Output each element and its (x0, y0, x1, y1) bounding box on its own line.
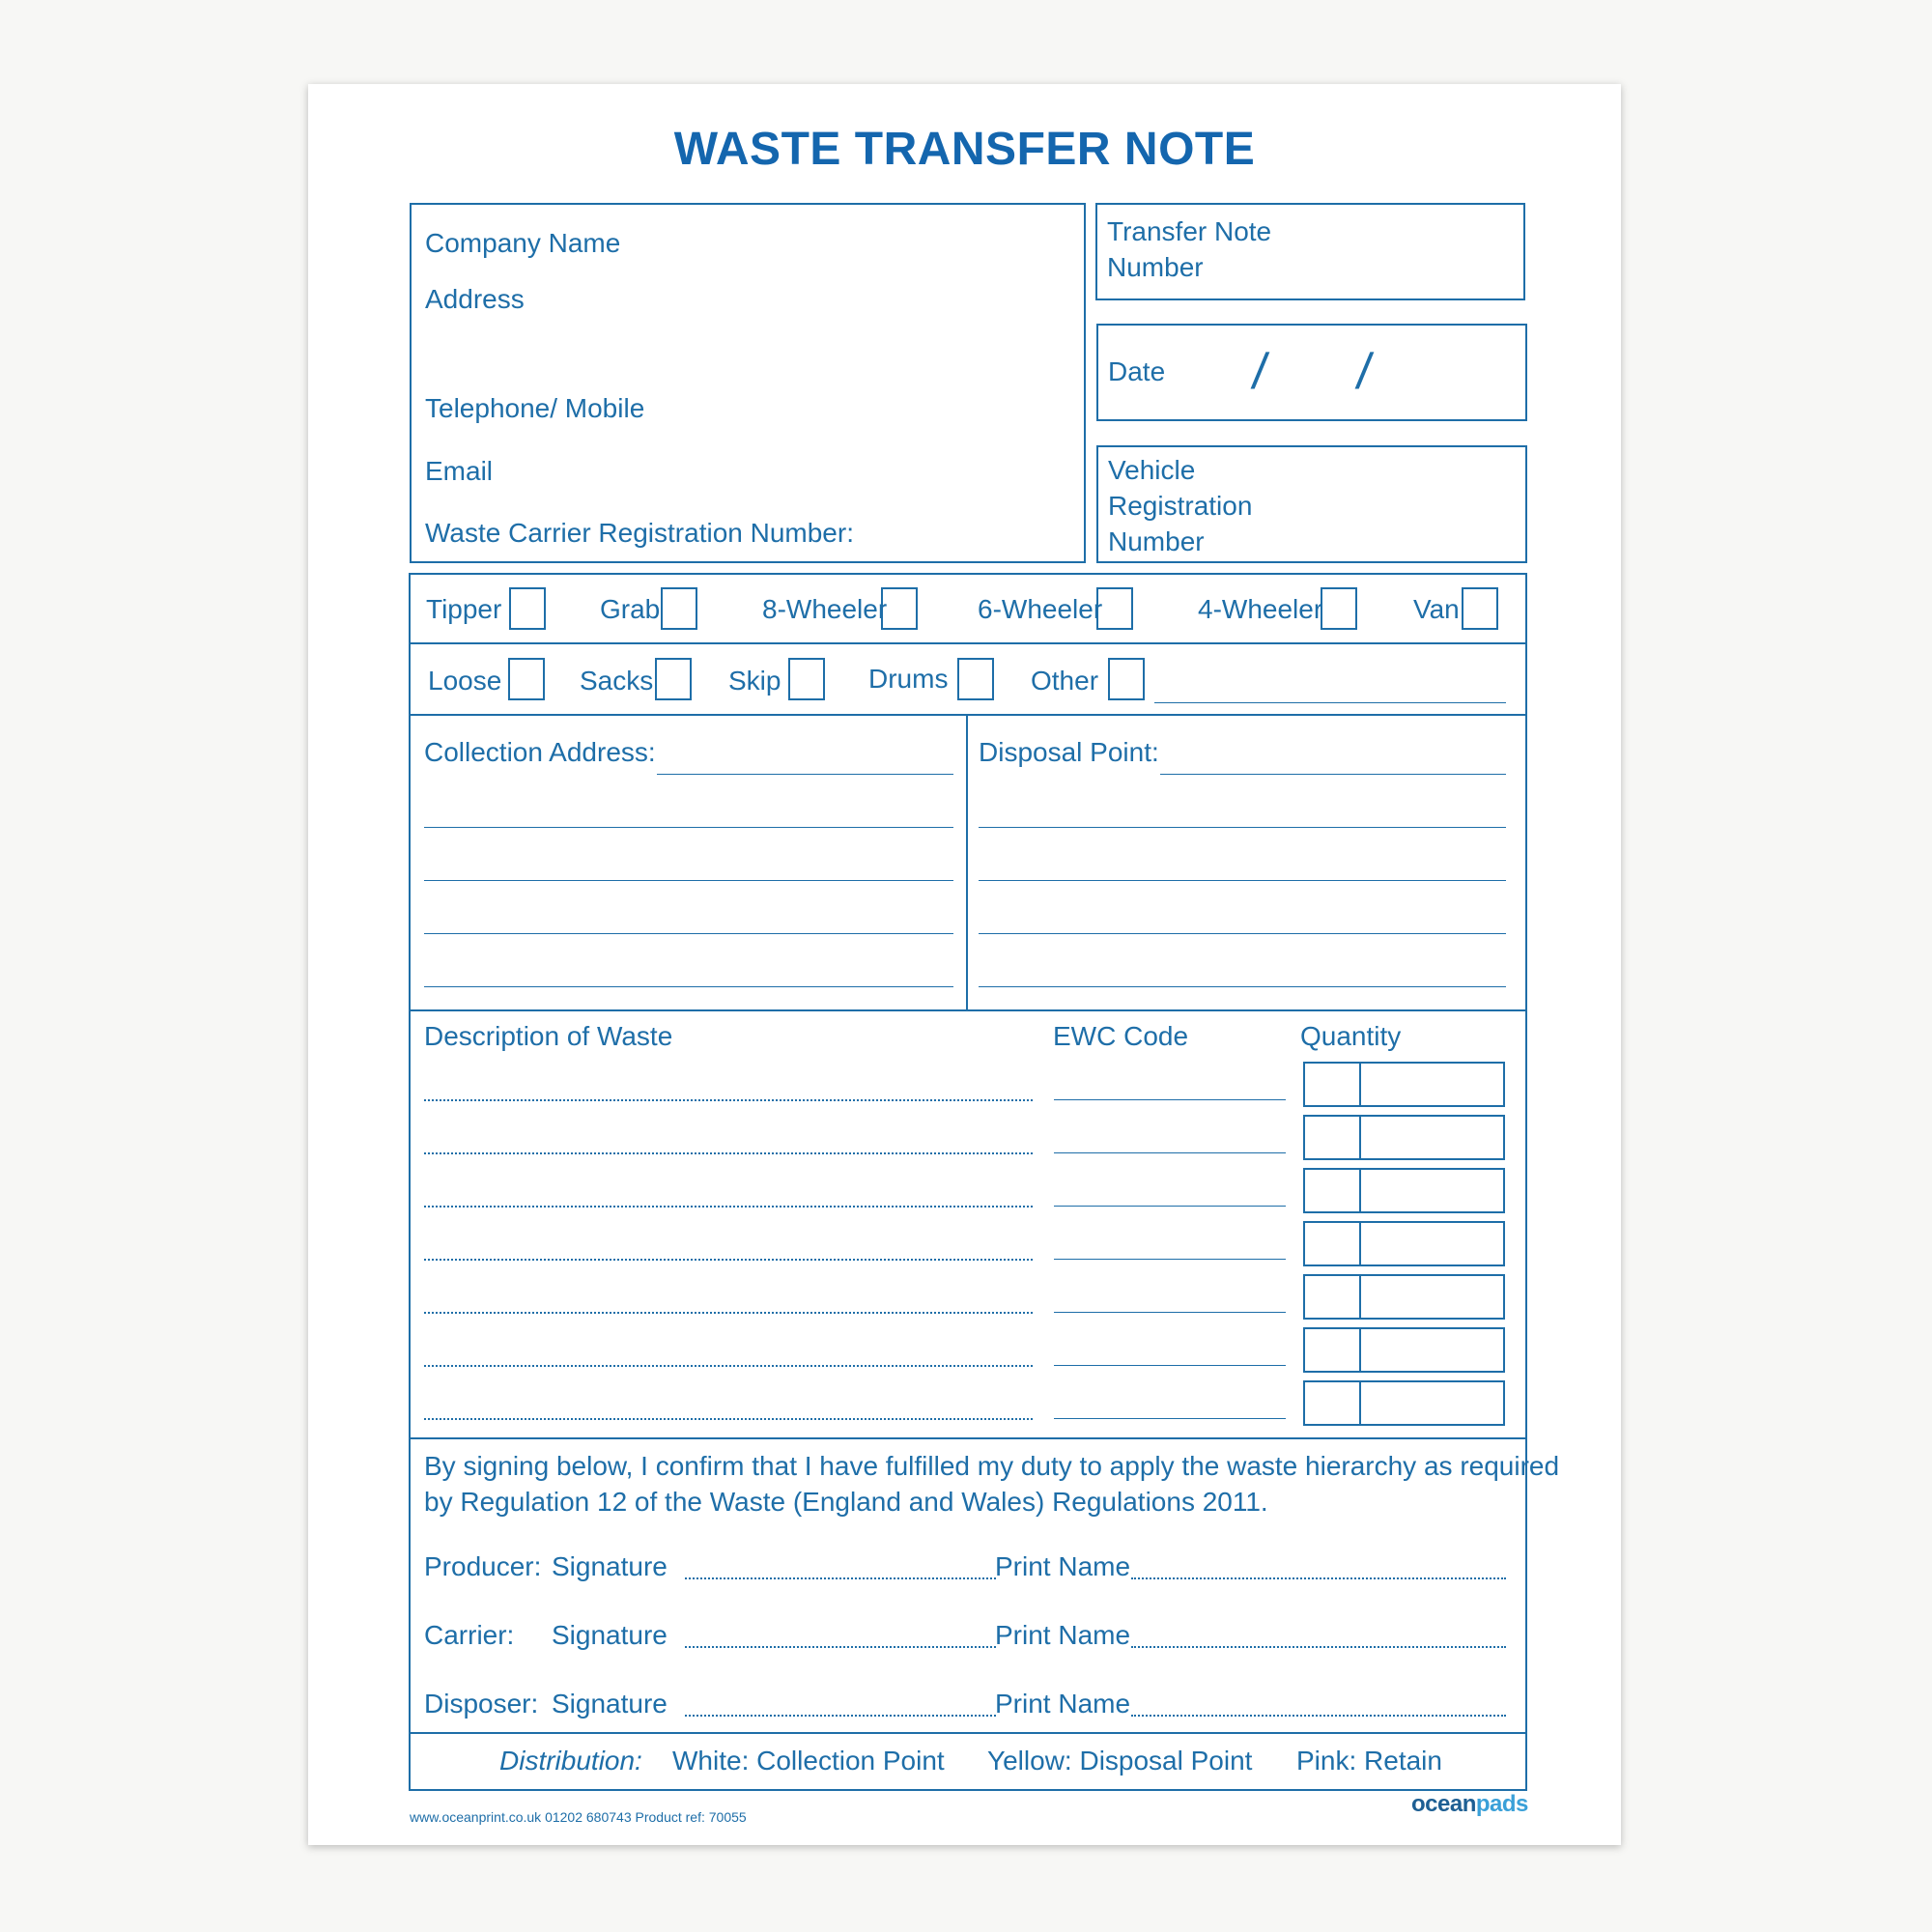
container-type-loose-label: Loose (428, 666, 502, 696)
distribution-yellow: Yellow: Disposal Point (987, 1746, 1253, 1776)
row-divider-1 (411, 642, 1525, 644)
distribution-pink: Pink: Retain (1296, 1746, 1442, 1776)
carrier-signature-line[interactable] (685, 1646, 996, 1648)
collection-address-label: Collection Address: (424, 737, 656, 767)
disposer-print-name-label: Print Name (995, 1689, 1131, 1719)
vehicle-type-grab-checkbox[interactable] (661, 587, 697, 630)
vehicle-type-van-label: Van (1413, 594, 1460, 624)
waste-transfer-note-form (308, 84, 1621, 1845)
transfer-note-label-line1: Transfer Note (1107, 216, 1272, 246)
vehicle-label-line1: Vehicle (1108, 455, 1196, 485)
vehicle-type-4-wheeler-label: 4-Wheeler (1198, 594, 1323, 624)
ewc-code-line-5[interactable] (1054, 1312, 1286, 1313)
producer-role-label: Producer: (424, 1551, 542, 1581)
vehicle-type-6-wheeler-checkbox[interactable] (1096, 587, 1133, 630)
disposal-point-line-4[interactable] (979, 933, 1506, 934)
vehicle-type-van-checkbox[interactable] (1462, 587, 1498, 630)
disposal-point-label: Disposal Point: (979, 737, 1159, 767)
producer-print-name-label: Print Name (995, 1551, 1131, 1581)
transfer-note-label-line2: Number (1107, 252, 1204, 282)
quantity-header: Quantity (1300, 1021, 1402, 1051)
vehicle-type-tipper-label: Tipper (426, 594, 502, 624)
vehicle-type-6-wheeler-label: 6-Wheeler (978, 594, 1103, 624)
oceanpads-logo (1411, 1791, 1528, 1818)
ewc-code-header: EWC Code (1053, 1021, 1189, 1051)
ewc-code-line-1[interactable] (1054, 1099, 1286, 1100)
waste-carrier-label: Waste Carrier Registration Number: (425, 518, 854, 548)
container-type-skip-checkbox[interactable] (788, 658, 825, 700)
company-name-label: Company Name (425, 228, 621, 258)
producer-print-name-line[interactable] (1131, 1577, 1506, 1579)
vehicle-registration-box (1096, 445, 1527, 563)
declaration-line-2: by Regulation 12 of the Waste (England and Wales) Regulations 2011. (424, 1487, 1268, 1517)
logo-pads: pads (1475, 1791, 1528, 1817)
container-type-drums-label: Drums (868, 664, 949, 694)
declaration-line-1: By signing below, I confirm that I have fulfilled my duty to apply the waste hierarchy as required (424, 1451, 1560, 1481)
container-type-sacks-label: Sacks (580, 666, 654, 696)
quantity-box-7[interactable] (1303, 1380, 1505, 1426)
other-specify-line[interactable] (1154, 702, 1506, 703)
waste-description-line-3[interactable] (424, 1206, 1033, 1208)
quantity-box-2[interactable] (1303, 1115, 1505, 1160)
carrier-role-label: Carrier: (424, 1620, 515, 1650)
vehicle-type-tipper-checkbox[interactable] (509, 587, 546, 630)
disposal-point-line-2[interactable] (979, 827, 1506, 828)
vehicle-type-8-wheeler-label: 8-Wheeler (762, 594, 888, 624)
collection-address-line-5[interactable] (424, 986, 953, 987)
disposal-point-line-3[interactable] (979, 880, 1506, 881)
company-details-box (410, 203, 1086, 563)
form-title: WASTE TRANSFER NOTE (673, 124, 1256, 175)
vehicle-type-8-wheeler-checkbox[interactable] (881, 587, 918, 630)
producer-signature-label: Signature (552, 1551, 668, 1581)
row-divider-3 (411, 1009, 1525, 1011)
vehicle-type-grab-label: Grab (600, 594, 661, 624)
transfer-note-number-box (1095, 203, 1525, 300)
address-label: Address (425, 284, 525, 314)
quantity-box-6[interactable] (1303, 1327, 1505, 1373)
disposal-point-line-1[interactable] (1160, 774, 1506, 775)
ewc-code-line-7[interactable] (1054, 1418, 1286, 1419)
vehicle-label-line3: Number (1108, 526, 1205, 556)
container-type-loose-checkbox[interactable] (508, 658, 545, 700)
disposer-signature-label: Signature (552, 1689, 668, 1719)
vehicle-type-4-wheeler-checkbox[interactable] (1321, 587, 1357, 630)
quantity-box-1[interactable] (1303, 1062, 1505, 1107)
address-column-divider (966, 714, 968, 1009)
waste-description-line-1[interactable] (424, 1099, 1033, 1101)
collection-address-line-1[interactable] (657, 774, 953, 775)
description-of-waste-header: Description of Waste (424, 1021, 673, 1051)
waste-description-line-5[interactable] (424, 1312, 1033, 1314)
waste-description-line-2[interactable] (424, 1152, 1033, 1154)
email-label: Email (425, 456, 494, 486)
waste-description-line-7[interactable] (424, 1418, 1033, 1420)
date-box (1096, 324, 1527, 421)
quantity-box-5[interactable] (1303, 1274, 1505, 1320)
date-separator-2: / (1352, 344, 1376, 400)
container-type-drums-checkbox[interactable] (957, 658, 994, 700)
quantity-box-3[interactable] (1303, 1168, 1505, 1213)
waste-description-line-6[interactable] (424, 1365, 1033, 1367)
date-label: Date (1108, 356, 1166, 386)
date-separator-1: / (1248, 344, 1271, 400)
ewc-code-line-4[interactable] (1054, 1259, 1286, 1260)
collection-address-line-2[interactable] (424, 827, 953, 828)
collection-address-line-4[interactable] (424, 933, 953, 934)
distribution-white: White: Collection Point (672, 1746, 945, 1776)
waste-description-line-4[interactable] (424, 1259, 1033, 1261)
row-divider-2 (411, 714, 1525, 716)
row-divider-4 (411, 1437, 1525, 1439)
telephone-label: Telephone/ Mobile (425, 393, 645, 423)
carrier-signature-label: Signature (552, 1620, 668, 1650)
container-type-other-label: Other (1031, 666, 1099, 696)
quantity-box-4[interactable] (1303, 1221, 1505, 1266)
disposer-signature-line[interactable] (685, 1715, 996, 1717)
producer-signature-line[interactable] (685, 1577, 996, 1579)
container-type-sacks-checkbox[interactable] (655, 658, 692, 700)
row-divider-5 (411, 1732, 1525, 1734)
container-type-other-checkbox[interactable] (1108, 658, 1145, 700)
carrier-print-name-line[interactable] (1131, 1646, 1506, 1648)
main-details-box (409, 573, 1560, 1791)
disposal-point-line-5[interactable] (979, 986, 1506, 987)
logo-ocean: ocean (1411, 1791, 1476, 1817)
ewc-code-line-6[interactable] (1054, 1365, 1286, 1366)
ewc-code-line-2[interactable] (1054, 1152, 1286, 1153)
carrier-print-name-label: Print Name (995, 1620, 1131, 1650)
vehicle-label-line2: Registration (1108, 491, 1253, 521)
disposer-role-label: Disposer: (424, 1689, 539, 1719)
collection-address-line-3[interactable] (424, 880, 953, 881)
container-type-skip-label: Skip (728, 666, 781, 696)
disposer-print-name-line[interactable] (1131, 1715, 1506, 1717)
ewc-code-line-3[interactable] (1054, 1206, 1286, 1207)
distribution-label: Distribution: (499, 1746, 642, 1776)
footer-contact: www.oceanprint.co.uk 01202 680743 Product ref: 70055 (410, 1809, 747, 1825)
